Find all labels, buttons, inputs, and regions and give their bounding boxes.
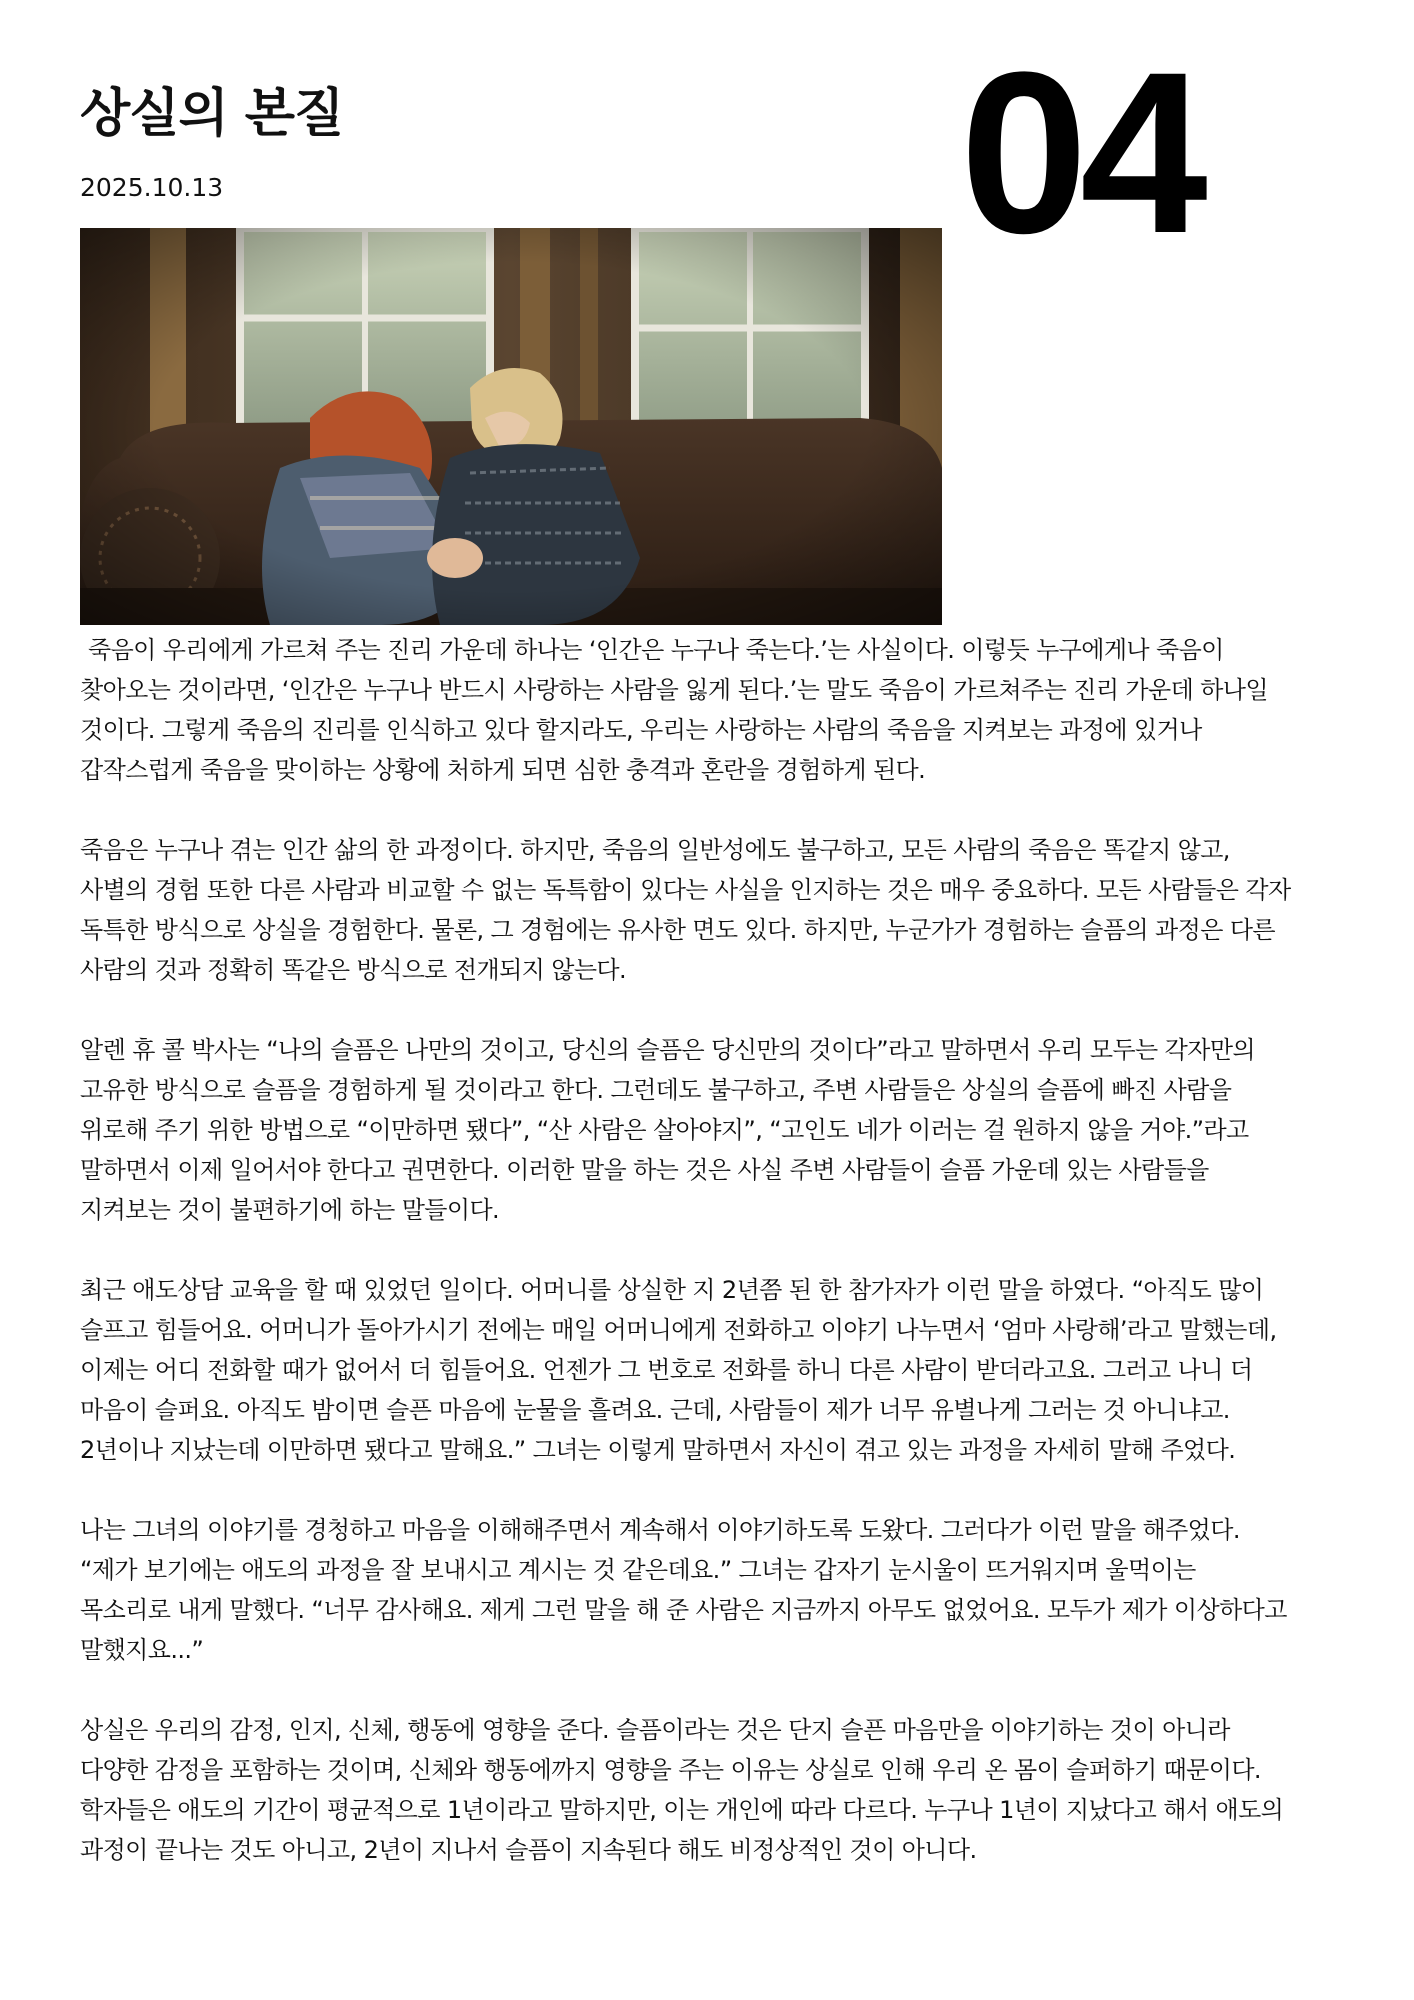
- article-date: 2025.10.13: [80, 173, 224, 202]
- paragraph-5: 나는 그녀의 이야기를 경청하고 마음을 이해해주면서 계속해서 이야기하도록 도왔다. 그러다가 이런 말을 해주었다. “제가 보기에는 애도의 과정을 잘 보내시고 계시는 것 같은데요.” 그녀는 갑자기 눈시울이 뜨거워지며 울먹이는 목소리로 내게 말했다. “너무 감사해요. 제게 그런 말을 해 준 사람은 지금까지 아무도 없었어요. 모두가 제가 이상하다고 말했지요...”: [80, 1516, 1287, 1664]
- grieving-women-illustration: [80, 228, 942, 625]
- paragraph-6: 상실은 우리의 감정, 인지, 신체, 행동에 영향을 준다. 슬픔이라는 것은 단지 슬픈 마음만을 이야기하는 것이 아니라 다양한 감정을 포함하는 것이며, 신체와 행동에까지 영향을 주는 이유는 상실로 인해 우리 온 몸이 슬퍼하기 때문이다. 학자들은 애도의 기간이 평균적으로 1년이라고 말하지만, 이는 개인에 따라 다르다. 누구나 1년이 지났다고 해서 애도의 과정이 끝나는 것도 아니고, 2년이 지나서 슬픔이 지속된다 해도 비정상적인 것이 아니다.: [80, 1716, 1284, 1864]
- paragraph-1: 죽음이 우리에게 가르쳐 주는 진리 가운데 하나는 ‘인간은 누구나 죽는다.’는 사실이다. 이렇듯 누구에게나 죽음이 찾아오는 것이라면, ‘인간은 누구나 반드시 사랑하는 사람을 잃게 된다.’는 말도 죽음이 가르쳐주는 진리 가운데 하나일 것이다. 그렇게 죽음의 진리를 인식하고 있다 할지라도, 우리는 사랑하는 사람의 죽음을 지켜보는 과정에 있거나 갑작스럽게 죽음을 맞이하는 상황에 처하게 되면 심한 충격과 혼란을 경험하게 된다.: [80, 636, 1268, 784]
- paragraph-2: 죽음은 누구나 겪는 인간 삶의 한 과정이다. 하지만, 죽음의 일반성에도 불구하고, 모든 사람의 죽음은 똑같지 않고, 사별의 경험 또한 다른 사람과 비교할 수 없는 독특함이 있다는 사실을 인지하는 것은 매우 중요하다. 모든 사람들은 각자 독특한 방식으로 상실을 경험한다. 물론, 그 경험에는 유사한 면도 있다. 하지만, 누군가가 경험하는 슬픔의 과정은 다른 사람의 것과 정확히 똑같은 방식으로 전개되지 않는다.: [80, 836, 1291, 984]
- article-title: 상실의 본질: [80, 84, 344, 144]
- paragraph-4: 최근 애도상담 교육을 할 때 있었던 일이다. 어머니를 상실한 지 2년쯤 된 한 참가자가 이런 말을 하였다. “아직도 많이 슬프고 힘들어요. 어머니가 돌아가시기 전에는 매일 어머니에게 전화하고 이야기 나누면서 ‘엄마 사랑해’라고 말했는데, 이제는 어디 전화할 때가 없어서 더 힘들어요. 언젠가 그 번호로 전화를 하니 다른 사람이 받더라고요. 그러고 나니 더 마음이 슬퍼요. 아직도 밤이면 슬픈 마음에 눈물을 흘려요. 근데, 사람들이 제가 너무 유별나게 그러는 것 아니냐고. 2년이나 지났는데 이만하면 됐다고 말해요.” 그녀는 이렇게 말하면서 자신이 겪고 있는 과정을 자세히 말해 주었다.: [80, 1276, 1277, 1464]
- paragraph-3: 알렌 휴 콜 박사는 “나의 슬픔은 나만의 것이고, 당신의 슬픔은 당신만의 것이다”라고 말하면서 우리 모두는 각자만의 고유한 방식으로 슬픔을 경험하게 될 것이라고 한다. 그런데도 불구하고, 주변 사람들은 상실의 슬픔에 빠진 사람을 위로해 주기 위한 방법으로 “이만하면 됐다”, “산 사람은 살아야지”, “고인도 네가 이러는 걸 원하지 않을 거야.”라고 말하면서 이제 일어서야 한다고 권면한다. 이러한 말을 하는 것은 사실 주변 사람들이 슬픔 가운데 있는 사람들을 지켜보는 것이 불편하기에 하는 말들이다.: [80, 1036, 1255, 1224]
- issue-number: 04: [960, 24, 1200, 281]
- article-body: [80, 630, 1292, 1910]
- article-photo: [80, 228, 942, 625]
